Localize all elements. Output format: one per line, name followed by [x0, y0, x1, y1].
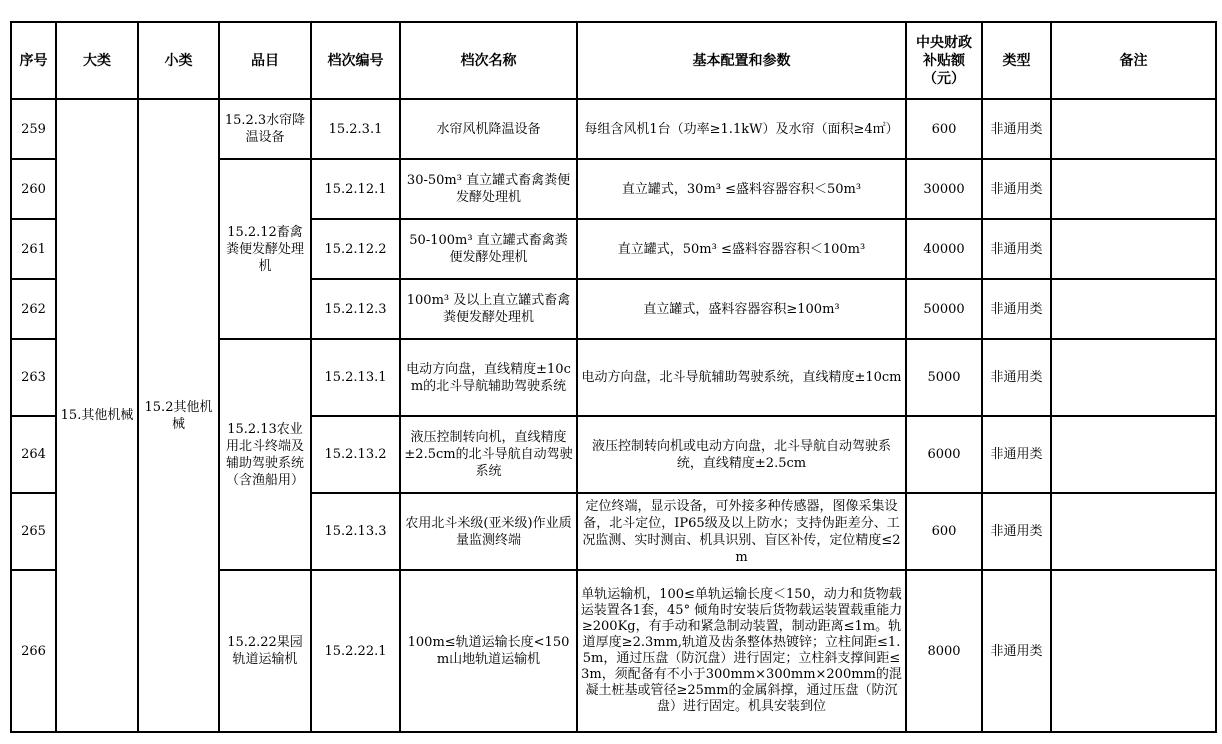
cell-type: 非通用类 [982, 416, 1051, 493]
cell-code: 15.2.13.3 [311, 493, 400, 570]
header-subsidy [906, 22, 982, 99]
cell-code: 15.2.12.2 [311, 219, 400, 279]
cell-subsidy: 600 [906, 493, 982, 570]
header-subsidy-line3: （元） [923, 70, 965, 87]
cell-note [1051, 416, 1216, 493]
header-grade-code: 档次编号 [311, 22, 400, 99]
cell-code: 15.2.13.2 [311, 416, 400, 493]
header-note: 备注 [1051, 22, 1216, 99]
cell-type: 非通用类 [982, 99, 1051, 159]
cell-subsidy: 8000 [906, 570, 982, 732]
header-item: 品目 [219, 22, 311, 99]
cell-name: 30-50m³ 直立罐式畜禽粪便发酵处理机 [400, 159, 577, 219]
table-row [11, 99, 1216, 159]
cell-name: 农用北斗米级(亚米级)作业质量监测终端 [400, 493, 577, 570]
cell-type: 非通用类 [982, 279, 1051, 339]
header-subsidy-line1: 中央财政 [916, 34, 972, 51]
cell-config: 直立罐式，30m³ ≤盛料容器容积＜50m³ [577, 159, 906, 219]
cell-seq: 265 [11, 493, 56, 570]
header-config: 基本配置和参数 [577, 22, 906, 99]
cell-note [1051, 570, 1216, 732]
cell-name: 50-100m³ 直立罐式畜禽粪便发酵处理机 [400, 219, 577, 279]
cell-seq: 263 [11, 339, 56, 416]
cell-code: 15.2.13.1 [311, 339, 400, 416]
cell-config: 液压控制转向机或电动方向盘，北斗导航自动驾驶系统，直线精度±2.5cm [577, 416, 906, 493]
cell-note [1051, 99, 1216, 159]
cell-seq: 262 [11, 279, 56, 339]
cell-item: 15.2.12畜禽粪便发酵处理机 [219, 159, 311, 339]
cell-type: 非通用类 [982, 339, 1051, 416]
cell-name: 100m≤轨道运输长度<150m山地轨道运输机 [400, 570, 577, 732]
cell-config: 单轨运输机，100≤单轨运输长度＜150，动力和货物载运装置各1套，45° 倾角时安装后货物载运装置载重能力≥200Kg，有手动和紧急制动装置，制动距离≤1m。轨道厚度≥2.3mm,轨道及齿条整体热镀锌；立柱间距≤1.5m，通过压盘（防沉盘）进行固定；立柱斜支撑间距≤3m，须配备有不小于300mm×300mm×200mm的混凝土桩基或管径≥25mm的金属斜撑，通过压盘（防沉盘）进行固定。机具安装到位 [577, 570, 906, 732]
cell-seq: 261 [11, 219, 56, 279]
cell-type: 非通用类 [982, 219, 1051, 279]
cell-seq: 266 [11, 570, 56, 732]
cell-name: 100m³ 及以上直立罐式畜禽粪便发酵处理机 [400, 279, 577, 339]
cell-subsidy: 40000 [906, 219, 982, 279]
cell-seq: 260 [11, 159, 56, 219]
cell-item: 15.2.13农业用北斗终端及辅助驾驶系统（含渔船用） [219, 339, 311, 570]
cell-major: 15.其他机械 [56, 99, 138, 732]
cell-name: 电动方向盘，直线精度±10cm的北斗导航辅助驾驶系统 [400, 339, 577, 416]
cell-item: 15.2.22果园轨道运输机 [219, 570, 311, 732]
cell-name: 水帘风机降温设备 [400, 99, 577, 159]
cell-type: 非通用类 [982, 493, 1051, 570]
cell-note [1051, 219, 1216, 279]
header-row [11, 22, 1216, 99]
cell-note [1051, 279, 1216, 339]
cell-config: 直立罐式，50m³ ≤盛料容器容积＜100m³ [577, 219, 906, 279]
cell-subsidy: 600 [906, 99, 982, 159]
cell-seq: 259 [11, 99, 56, 159]
cell-name: 液压控制转向机，直线精度±2.5cm的北斗导航自动驾驶系统 [400, 416, 577, 493]
cell-type: 非通用类 [982, 570, 1051, 732]
header-minor: 小类 [138, 22, 219, 99]
cell-code: 15.2.12.3 [311, 279, 400, 339]
cell-config: 直立罐式，盛料容器容积≥100m³ [577, 279, 906, 339]
cell-code: 15.2.3.1 [311, 99, 400, 159]
cell-config: 每组含风机1台（功率≥1.1kW）及水帘（面积≥4㎡） [577, 99, 906, 159]
cell-item: 15.2.3水帘降温设备 [219, 99, 311, 159]
cell-type: 非通用类 [982, 159, 1051, 219]
cell-subsidy: 6000 [906, 416, 982, 493]
cell-config: 电动方向盘，北斗导航辅助驾驶系统，直线精度±10cm [577, 339, 906, 416]
cell-note [1051, 493, 1216, 570]
header-subsidy-line2: 补贴额 [923, 52, 965, 69]
cell-note [1051, 159, 1216, 219]
cell-subsidy: 5000 [906, 339, 982, 416]
cell-code: 15.2.22.1 [311, 570, 400, 732]
header-type: 类型 [982, 22, 1051, 99]
cell-code: 15.2.12.1 [311, 159, 400, 219]
cell-subsidy: 30000 [906, 159, 982, 219]
cell-subsidy: 50000 [906, 279, 982, 339]
header-seq: 序号 [11, 22, 56, 99]
cell-note [1051, 339, 1216, 416]
cell-config: 定位终端，显示设备，可外接多种传感器，图像采集设备，北斗定位，IP65级及以上防水；支持伪距差分、工况监测、实时测亩、机具识别、盲区补传，定位精度≤2m [577, 493, 906, 570]
header-major: 大类 [56, 22, 138, 99]
cell-seq: 264 [11, 416, 56, 493]
cell-minor: 15.2其他机械 [138, 99, 219, 732]
subsidy-table [10, 21, 1217, 733]
header-grade-name: 档次名称 [400, 22, 577, 99]
